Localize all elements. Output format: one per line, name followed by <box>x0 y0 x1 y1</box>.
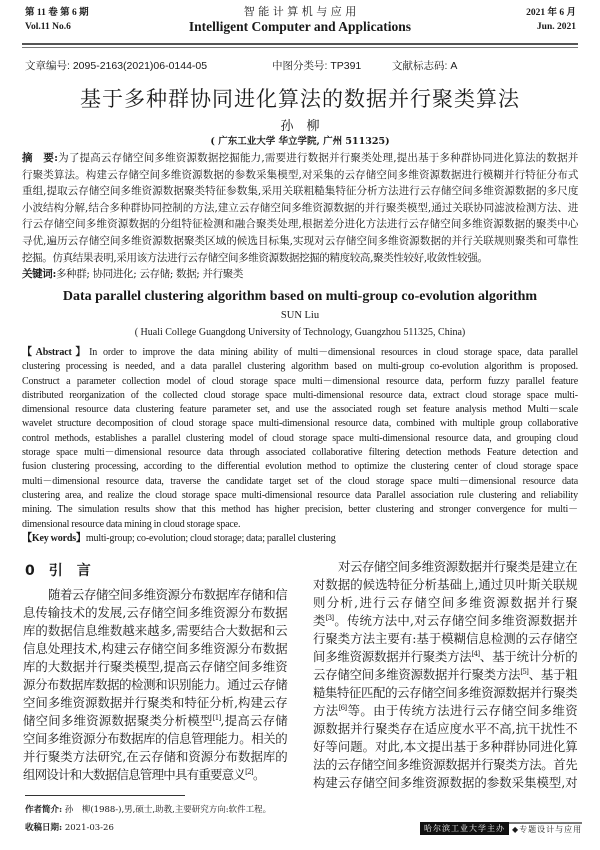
body-line <box>313 612 577 630</box>
abstract-text: Construct a parameter collection model of cloud storage space multi－dimensional resource data, perform fuzzy parallel feature <box>22 375 578 387</box>
body-line <box>313 648 577 666</box>
abstract-line <box>22 518 578 532</box>
article-number: 文章编号: 2095-2163(2021)06-0144-05 <box>25 60 208 72</box>
body-text: 源数据并行聚类存在适应度水平不高,抗干扰性不 <box>313 721 577 736</box>
keywords-line <box>22 266 578 283</box>
abstract-line <box>22 446 578 460</box>
abstract-line <box>22 216 578 233</box>
abstract-text: distributed reorganization of the collected cloud storage space multi-dimensional resource data, extract cloud storage space multi- <box>22 389 578 401</box>
header-rule <box>22 43 578 45</box>
abstract-line <box>22 250 578 267</box>
body-text: 空间多维资源数据并行聚类和特征分析,构建云存 <box>23 695 287 710</box>
body-line <box>313 630 577 648</box>
affiliation-en: ( Huali College Guangdong University of Technology, Guangzhou 511325, China) <box>134 327 466 338</box>
abstract-text: In order to improve the data mining ability of multi－dimensional resources in cloud storage space, data parallel <box>89 347 578 358</box>
abstract-text: dimensional resource data mining in cloud storage space. <box>22 518 241 530</box>
body-line <box>23 712 287 730</box>
body-line <box>23 604 287 622</box>
affiliation-cn: ( 广东工业大学 华立学院, 广州 511325) <box>210 136 390 147</box>
section-heading-introduction: 0 引 言 <box>25 563 91 579</box>
body-text: 。 <box>252 767 265 782</box>
abstract-line <box>22 200 578 217</box>
abstract-text: fusion clustering processing, according to the differential evolution method to optimize the clustering center of cloud storage space <box>22 461 578 473</box>
abstract-text: dimensional resource data clustering feature parameter set, and use the associated rough set feature analysis method Multi－scale <box>22 404 578 416</box>
abstract-line <box>22 167 578 184</box>
body-line <box>23 694 287 712</box>
abstract-line <box>22 389 578 403</box>
journal-name-en: Intelligent Computer and Applications <box>188 19 412 34</box>
body-line <box>313 702 577 720</box>
body-line <box>23 640 287 658</box>
body-line <box>23 730 287 748</box>
citation-ref: [5] <box>520 668 529 676</box>
abstract-line <box>22 475 578 489</box>
body-text: 间多维资源数据并行聚类方法 <box>313 649 472 664</box>
abstract-text: 行云存储空间多维资源数据的分组特征检测和融合聚类处理,根据差分进化方法进行云存储空间多维资源数据的聚类中心 <box>22 218 578 231</box>
keywords-line <box>22 532 578 546</box>
paper-title-en: Data parallel clustering algorithm based on multi-group co-evolution algorithm <box>62 289 538 304</box>
citation-ref: [2] <box>245 768 253 776</box>
abstract-text: wavelet structure decomposition of cloud storage space multi-dimensional resource data, combined with multiple group collaborative <box>22 418 578 430</box>
right-column-body <box>313 558 577 792</box>
body-line <box>313 594 577 612</box>
abstract-text: clustering area, and realize the cloud storage space multi-dimensional resource data Parallel association rule clustering and reliability <box>22 489 578 501</box>
body-line <box>23 622 287 640</box>
abstract-label: 摘 要: <box>22 152 58 164</box>
volume-issue-cn: 第 11 卷 第 6 期 <box>25 8 89 18</box>
body-text: 好等问题。对此,本文提出基于多种群协同进化算 <box>313 739 577 754</box>
author-bio <box>25 803 271 815</box>
body-text: 方法 <box>313 703 339 718</box>
body-text: ,提高云存储 <box>220 713 288 728</box>
paper-title-cn: 基于多种群协同进化算法的数据并行聚类算法 <box>80 87 520 111</box>
body-line <box>313 684 577 702</box>
author-en: SUN Liu <box>280 310 320 321</box>
abstract-line <box>22 403 578 417</box>
abstract-text: control methods, establishes a parallel clustering model of cloud storage space multi-dimensional resource data, and grouping cloud <box>22 432 578 444</box>
abstract-text: clustering processing is needed, and a data parallel clustering algorithm based on multi-group co-evolution algorithm is proposed. <box>22 361 578 373</box>
left-column-body <box>23 586 287 784</box>
abstract-line <box>22 460 578 474</box>
classification-number: 中图分类号: TP391 <box>272 60 362 72</box>
body-text: 随着云存储空间多维资源分布数据库存储和信 <box>48 587 287 602</box>
issue-date-en: Jun. 2021 <box>536 22 576 32</box>
body-line <box>313 738 577 756</box>
abstract-text: 挖掘。仿真结果表明,采用该方法进行云存储空间多维资源数据挖掘的精度较高,聚类性较好,收敛性较强。 <box>22 251 488 264</box>
keywords-text: multi-group; co-evolution; cloud storage; data; parallel clustering <box>85 532 336 544</box>
body-text: 、基于粗 <box>528 667 577 682</box>
body-text: 类 <box>313 613 326 628</box>
abstract-text: 为了提高云存储空间多维资源数据挖掘能力,需要进行数据并行聚类处理,提出基于多种群协同进化算法的数据并 <box>57 152 578 164</box>
journal-badge <box>420 822 582 835</box>
body-line <box>313 558 577 576</box>
abstract-cn <box>22 150 578 283</box>
abstract-text: storage space multi－dimensional resource data through associated collaborative filtering detection methods Feature detection and <box>22 447 578 459</box>
document-code: 文献标志码: A <box>392 60 458 72</box>
abstract-text: multi－dimensional resource data, traverse the candidate target set of the cloud storage space multi－dimensional resource data <box>22 475 578 487</box>
abstract-text: mining. The simulation results show that this method has higher precision, better clustering and stronger convergence for multi－ <box>22 504 578 516</box>
abstract-text: 重组,提取云存储空间多维资源数据聚类特征参数集,采用关联粗糙集特征分析方法进行云存储空间多维资源数据的多尺度 <box>22 185 578 198</box>
body-text: 。传统方法中,对云存储空间多维资源数据并 <box>333 613 577 628</box>
abstract-line <box>22 183 578 200</box>
body-line <box>23 766 287 784</box>
body-line <box>23 586 287 604</box>
author-bio-label: 作者简介: <box>25 805 63 815</box>
footnote-rule <box>25 795 185 796</box>
author-cn: 孙 柳 <box>280 119 320 134</box>
body-line <box>313 666 577 684</box>
abstract-line <box>22 360 578 374</box>
author-bio-text: 孙 柳(1988-),男,硕士,助教,主要研究方向:软件工程。 <box>62 805 272 815</box>
abstract-line <box>22 375 578 389</box>
body-text: 构建云存储空间多维资源数据的参数采集模型,对 <box>313 775 577 790</box>
body-line <box>23 676 287 694</box>
body-text: 则分析,进行云存储空间多维资源数据并行聚 <box>313 595 577 610</box>
keywords-label: 关键词: <box>22 268 56 281</box>
abstract-line <box>22 503 578 517</box>
publisher-badge: 哈尔滨工业大学主办 <box>420 822 509 835</box>
keywords-label: 【Key words】 <box>22 532 86 544</box>
body-text: 等。由于传统方法进行云存储空间多维资 <box>346 703 577 718</box>
body-text: 法的云存储空间多维资源数据并行聚类方法。首先 <box>313 757 577 772</box>
citation-ref: [1] <box>212 714 221 722</box>
body-text: 、基于统计分析的 <box>479 649 577 664</box>
body-line <box>313 774 577 792</box>
body-line <box>23 658 287 676</box>
abstract-text: 小波结构分解,结合多种群协同控制的方法,建立云存储空间多维资源数据的并行聚类模型,通过关联协同滤波检测方法、进 <box>22 201 578 214</box>
body-text: 组网设计和大数据信息管理中具有重要意义 <box>23 767 246 782</box>
received-date-text: 2021-03-26 <box>62 823 114 833</box>
body-text: 库的大数据并行聚类模型,提高云存储空间多维资 <box>23 659 287 674</box>
volume-issue-en: Vol.11 No.6 <box>25 22 71 32</box>
abstract-text: 寻优,遍历云存储空间多维资源数据聚类区域的候选目标集,实现对云存储空间多维资源数据的并行关联规则聚类和可靠性 <box>22 234 578 247</box>
body-text: 储空间多维资源数据聚类分析模型 <box>23 713 213 728</box>
body-text: 库的数据信息维数越来越多,需要结合大数据和云 <box>23 623 287 638</box>
citation-ref: [4] <box>471 650 480 658</box>
citation-ref: [3] <box>325 614 334 622</box>
abstract-line <box>22 233 578 250</box>
body-line <box>313 756 577 774</box>
body-text: 行聚类方法主要有:基于模糊信息检测的云存储空 <box>313 631 577 646</box>
abstract-line <box>22 489 578 503</box>
body-text: 息传输技术的发展,云存储空间多维资源分布数据 <box>23 605 287 620</box>
body-text: 对云存储空间多维资源数据并行聚类是建立在 <box>338 559 577 574</box>
abstract-line <box>22 150 578 167</box>
abstract-en <box>22 346 578 546</box>
body-text: 并行聚类方法研究,在云存储和资源分布数据库的 <box>23 749 287 764</box>
body-line <box>23 748 287 766</box>
body-text: 源分布数据库数据的检测和识别能力。通过云存储 <box>23 677 287 692</box>
abstract-line <box>22 432 578 446</box>
header-rule-thin <box>22 47 578 48</box>
citation-ref: [6] <box>338 704 347 712</box>
issue-date-cn: 2021 年 6 月 <box>526 8 576 18</box>
column-badge: ◆专题设计与应用 <box>509 822 582 835</box>
abstract-line <box>22 417 578 431</box>
body-text: 空间多维资源分布数据库的信息管理能力。相关的 <box>23 731 287 746</box>
received-date-label: 收稿日期: <box>25 823 63 833</box>
body-line <box>313 576 577 594</box>
body-text: 对数据的候选特征分析基础上,通过贝叶斯关联规 <box>313 577 577 592</box>
abstract-line <box>22 346 578 360</box>
body-line <box>313 720 577 738</box>
journal-name-cn: 智 能 计 算 机 与 应 用 <box>243 5 357 18</box>
body-text: 云存储空间多维资源数据并行聚类方法 <box>313 667 521 682</box>
received-date <box>25 821 114 833</box>
abstract-label: 【Abstract】 <box>22 347 90 358</box>
body-text: 糙集特征匹配的云存储空间多维资源数据并行聚类 <box>313 685 577 700</box>
body-text: 信息处理技术,构建云存储空间多维资源分布数据 <box>23 641 287 656</box>
abstract-text: 行聚类算法。构建云存储空间多维资源数据的参数采集模型,对采集的云存储空间多维资源数据进行模糊并行特征分布式 <box>22 168 578 181</box>
keywords-text: 多种群; 协同进化; 云存储; 数据; 并行聚类 <box>55 268 244 281</box>
